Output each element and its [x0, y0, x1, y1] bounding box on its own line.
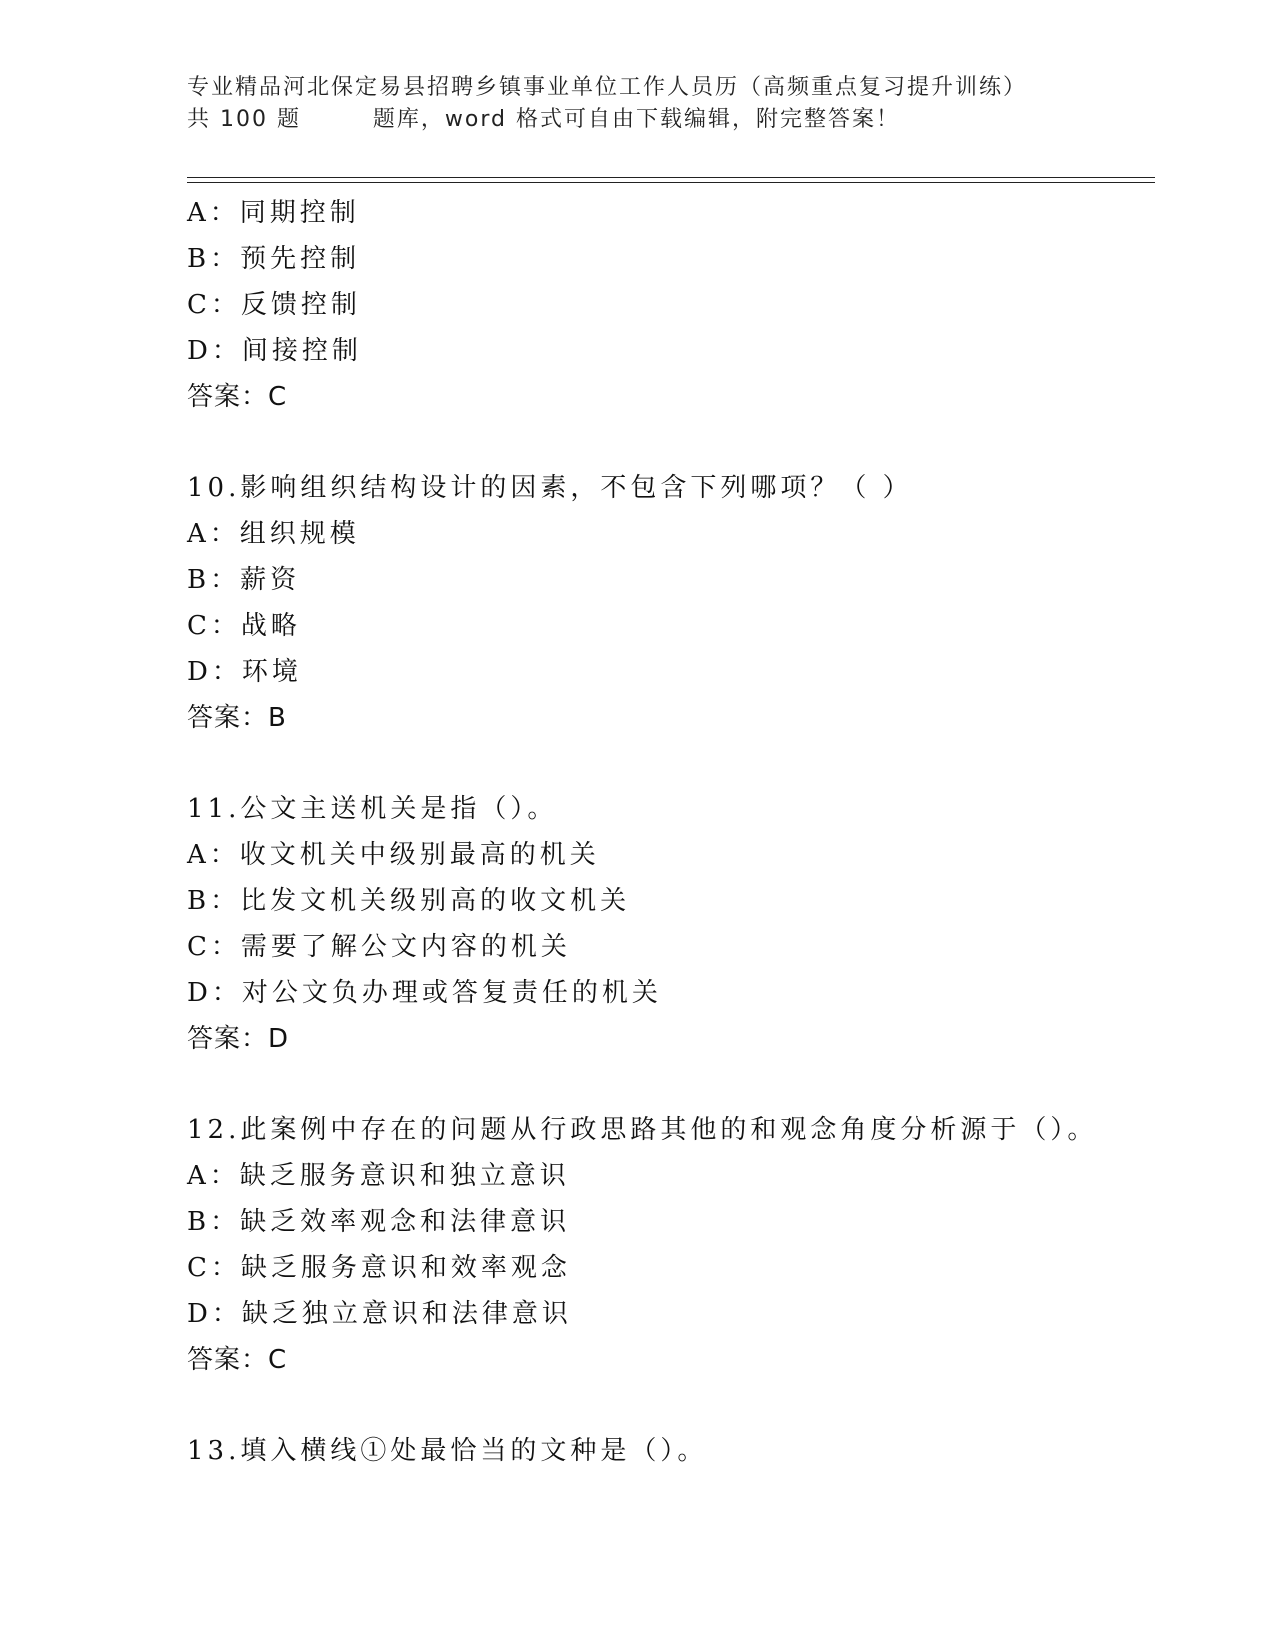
question-block-11: [187, 786, 1167, 1062]
option-a: A：同期控制: [187, 198, 360, 228]
question-text: 11.公文主送机关是指（）。: [187, 794, 558, 824]
question-list: [187, 190, 1167, 1474]
answer: 答案：C: [187, 382, 288, 412]
block-spacer: [187, 420, 1167, 465]
option-a: A：缺乏服务意识和独立意识: [187, 1161, 570, 1191]
option-c: C：战略: [187, 611, 301, 641]
option-d: D：间接控制: [187, 336, 362, 366]
option-b: B：缺乏效率观念和法律意识: [187, 1207, 571, 1237]
answer: 答案：C: [187, 1345, 288, 1375]
header-rule-bottom: [187, 182, 1155, 183]
option-c: C：反馈控制: [187, 290, 361, 320]
header-subtitle: 共 100 题 题库，word 格式可自由下载编辑，附完整答案！: [187, 107, 900, 132]
answer: 答案：B: [187, 703, 287, 733]
option-d: D：缺乏独立意识和法律意识: [187, 1299, 572, 1329]
block-spacer: [187, 1062, 1167, 1107]
option-c: C：需要了解公文内容的机关: [187, 932, 571, 962]
option-d: D：对公文负办理或答复责任的机关: [187, 978, 662, 1008]
question-block-13: [187, 1428, 1167, 1474]
option-d: D：环境: [187, 657, 302, 687]
option-b: B：预先控制: [187, 244, 361, 274]
block-spacer: [187, 741, 1167, 786]
answer: 答案：D: [187, 1024, 290, 1054]
option-a: A：收文机关中级别最高的机关: [187, 840, 600, 870]
option-a: A：组织规模: [187, 519, 360, 549]
option-c: C：缺乏服务意识和效率观念: [187, 1253, 571, 1283]
question-block-10: [187, 465, 1167, 741]
question-text: 13.填入横线①处最恰当的文种是（）。: [187, 1436, 708, 1466]
header-title: 专业精品河北保定易县招聘乡镇事业单位工作人员历（高频重点复习提升训练）: [187, 75, 1028, 100]
question-text: 12.此案例中存在的问题从行政思路其他的和观念角度分析源于（）。: [187, 1115, 1098, 1145]
question-block-9: [187, 190, 1167, 420]
document-header: [187, 72, 1167, 136]
option-b: B：薪资: [187, 565, 301, 595]
option-b: B：比发文机关级别高的收文机关: [187, 886, 631, 916]
question-block-12: [187, 1107, 1167, 1383]
header-rule-top: [187, 177, 1155, 178]
question-text: 10.影响组织结构设计的因素，不包含下列哪项？（ ）: [187, 473, 913, 503]
block-spacer: [187, 1383, 1167, 1428]
